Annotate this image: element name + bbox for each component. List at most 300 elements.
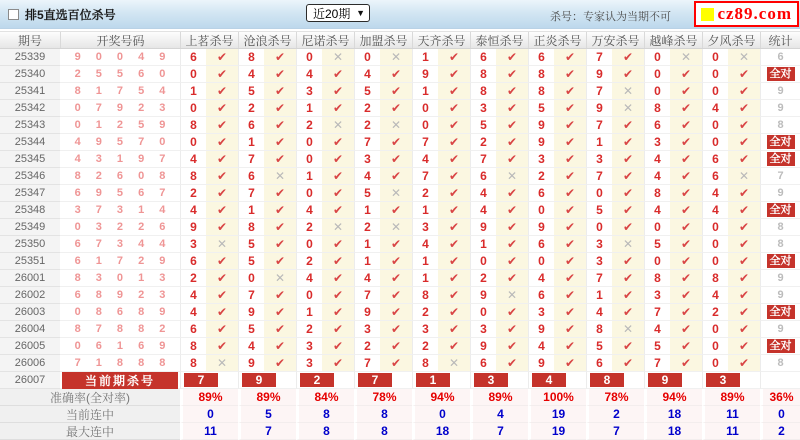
kill-cell bbox=[296, 355, 354, 372]
table-row bbox=[0, 202, 800, 219]
check-icon: ✔ bbox=[622, 169, 634, 183]
winning-number-cell: 0 7 9 2 3 bbox=[60, 100, 180, 117]
kill-number: 4 bbox=[654, 169, 661, 183]
summary-value: 89% bbox=[180, 389, 238, 406]
kill-number: 0 bbox=[248, 271, 255, 285]
kill-number: 3 bbox=[190, 237, 197, 251]
kill-number: 0 bbox=[422, 118, 429, 132]
kill-check-area bbox=[322, 338, 354, 354]
column-header: 越峰杀号 bbox=[644, 32, 702, 48]
kill-cell bbox=[586, 253, 644, 270]
check-icon: ✔ bbox=[390, 288, 402, 302]
kill-cell bbox=[644, 287, 702, 304]
kill-check-area bbox=[612, 185, 644, 201]
kill-check-area bbox=[264, 151, 296, 167]
check-icon: ✔ bbox=[738, 254, 750, 268]
check-icon: ✔ bbox=[448, 305, 460, 319]
kill-cell bbox=[528, 202, 586, 219]
kill-cell bbox=[528, 236, 586, 253]
check-icon: ✔ bbox=[390, 356, 402, 370]
stat-cell bbox=[760, 338, 800, 355]
kill-cell bbox=[412, 355, 470, 372]
kill-number: 1 bbox=[480, 237, 487, 251]
kill-cell bbox=[528, 253, 586, 270]
kill-cell bbox=[296, 304, 354, 321]
period-cell: 25342 bbox=[0, 100, 60, 117]
kill-cell bbox=[238, 253, 296, 270]
kill-number: 9 bbox=[480, 220, 487, 234]
check-icon: ✔ bbox=[448, 101, 460, 115]
check-icon: ✔ bbox=[332, 288, 344, 302]
all-correct-badge: 全对 bbox=[767, 67, 795, 81]
kill-number: 7 bbox=[422, 169, 429, 183]
check-icon: ✔ bbox=[564, 101, 576, 115]
kill-cell bbox=[644, 49, 702, 66]
kill-number: 7 bbox=[364, 356, 371, 370]
current-kill-cell bbox=[296, 372, 354, 389]
kill-cell bbox=[470, 185, 528, 202]
kill-check-area bbox=[438, 304, 470, 320]
kill-number: 2 bbox=[306, 220, 313, 234]
kill-cell bbox=[702, 236, 760, 253]
kill-check-area bbox=[554, 202, 586, 218]
kill-check-area bbox=[496, 355, 528, 371]
kill-number: 3 bbox=[364, 152, 371, 166]
table-row bbox=[0, 304, 800, 321]
kill-number: 4 bbox=[190, 152, 197, 166]
kill-cell bbox=[180, 83, 238, 100]
kill-number: 1 bbox=[422, 84, 429, 98]
kill-number: 3 bbox=[596, 237, 603, 251]
kill-number: 4 bbox=[190, 288, 197, 302]
kill-number: 8 bbox=[190, 169, 197, 183]
check-icon: ✔ bbox=[680, 101, 692, 115]
kill-number: 2 bbox=[306, 118, 313, 132]
kill-number: 5 bbox=[654, 237, 661, 251]
kill-check-area bbox=[728, 117, 760, 133]
kill-check-area bbox=[380, 100, 412, 116]
kill-number: 2 bbox=[306, 254, 313, 268]
kill-check-area bbox=[554, 49, 586, 65]
check-icon: ✔ bbox=[680, 271, 692, 285]
check-icon: ✔ bbox=[622, 67, 634, 81]
check-icon: ✔ bbox=[564, 152, 576, 166]
kill-check-area bbox=[438, 83, 470, 99]
check-icon: ✔ bbox=[448, 152, 460, 166]
check-icon: ✔ bbox=[448, 322, 460, 336]
kill-check-area bbox=[206, 117, 238, 133]
kill-number: 1 bbox=[422, 50, 429, 64]
kill-cell bbox=[412, 304, 470, 321]
kill-check-area bbox=[206, 253, 238, 269]
cross-icon: ✕ bbox=[680, 50, 692, 64]
kill-check-area bbox=[322, 49, 354, 65]
kill-cell bbox=[238, 151, 296, 168]
cross-icon: ✕ bbox=[332, 220, 344, 234]
kill-check-area bbox=[206, 304, 238, 320]
kill-number: 0 bbox=[190, 135, 197, 149]
column-header: 开奖号码 bbox=[60, 32, 180, 48]
check-icon: ✔ bbox=[738, 271, 750, 285]
check-icon: ✔ bbox=[332, 67, 344, 81]
kill-number: 4 bbox=[654, 322, 661, 336]
kill-cell bbox=[180, 185, 238, 202]
table-row bbox=[0, 66, 800, 83]
kill-cell bbox=[354, 117, 412, 134]
kill-cell bbox=[412, 117, 470, 134]
kill-cell bbox=[180, 355, 238, 372]
check-icon: ✔ bbox=[506, 50, 518, 64]
summary-value: 8 bbox=[354, 406, 412, 423]
table-row bbox=[0, 287, 800, 304]
check-icon: ✔ bbox=[448, 50, 460, 64]
kill-cell bbox=[528, 338, 586, 355]
kill-cell bbox=[644, 304, 702, 321]
kill-number: 0 bbox=[480, 305, 487, 319]
check-icon: ✔ bbox=[216, 169, 228, 183]
kill-cell bbox=[586, 219, 644, 236]
stat-cell bbox=[760, 372, 800, 389]
check-icon: ✔ bbox=[738, 118, 750, 132]
kill-check-area bbox=[264, 134, 296, 150]
cross-icon: ✕ bbox=[622, 237, 634, 251]
range-select[interactable] bbox=[306, 4, 370, 22]
kill-cell bbox=[296, 236, 354, 253]
kill-check-area bbox=[612, 355, 644, 371]
current-kill-cell bbox=[180, 372, 238, 389]
kill-number-table bbox=[0, 31, 800, 440]
kill-number: 5 bbox=[480, 118, 487, 132]
kill-cell bbox=[644, 338, 702, 355]
kill-check-area bbox=[206, 49, 238, 65]
summary-value: 89% bbox=[238, 389, 296, 406]
period-cell: 25349 bbox=[0, 219, 60, 236]
kill-cell bbox=[238, 287, 296, 304]
kill-cell bbox=[354, 253, 412, 270]
kill-cell bbox=[180, 236, 238, 253]
kill-check-area bbox=[670, 134, 702, 150]
kill-cell bbox=[586, 168, 644, 185]
kill-number: 3 bbox=[480, 101, 487, 115]
all-correct-badge: 全对 bbox=[767, 305, 795, 319]
kill-cell bbox=[238, 338, 296, 355]
kill-check-area bbox=[380, 66, 412, 82]
kill-check-area bbox=[554, 355, 586, 371]
stat-cell: 9 bbox=[760, 185, 800, 202]
kill-cell bbox=[586, 83, 644, 100]
kill-check-area bbox=[496, 270, 528, 286]
kill-check-area bbox=[380, 168, 412, 184]
kill-check-area bbox=[728, 66, 760, 82]
kill-cell bbox=[586, 202, 644, 219]
kill-number: 7 bbox=[364, 288, 371, 302]
check-icon: ✔ bbox=[332, 305, 344, 319]
kill-number: 6 bbox=[480, 50, 487, 64]
kill-cell bbox=[644, 270, 702, 287]
check-icon: ✔ bbox=[390, 237, 402, 251]
kill-check-area bbox=[670, 321, 702, 337]
check-icon: ✔ bbox=[680, 305, 692, 319]
kill-cell bbox=[180, 304, 238, 321]
check-icon: ✔ bbox=[332, 186, 344, 200]
kill-cell bbox=[296, 202, 354, 219]
current-kill-cell bbox=[412, 372, 470, 389]
kill-number: 0 bbox=[190, 67, 197, 81]
current-kill-cell bbox=[586, 372, 644, 389]
kill-cell bbox=[528, 219, 586, 236]
kill-check-area bbox=[554, 338, 586, 354]
kill-number: 1 bbox=[364, 203, 371, 217]
kill-check-area bbox=[206, 185, 238, 201]
check-icon: ✔ bbox=[680, 118, 692, 132]
column-header: 统计 bbox=[760, 32, 800, 48]
kill-check-area bbox=[438, 338, 470, 354]
kill-cell bbox=[528, 355, 586, 372]
summary-value: 19 bbox=[528, 406, 586, 423]
kill-number: 2 bbox=[364, 101, 371, 115]
kill-cell bbox=[470, 270, 528, 287]
kill-check-area bbox=[264, 253, 296, 269]
kill-check-area bbox=[670, 100, 702, 116]
kill-cell bbox=[702, 100, 760, 117]
kill-cell bbox=[702, 270, 760, 287]
kill-check-area bbox=[496, 66, 528, 82]
kill-number: 2 bbox=[480, 271, 487, 285]
kill-cell bbox=[470, 66, 528, 83]
kill-cell bbox=[180, 321, 238, 338]
check-icon: ✔ bbox=[738, 322, 750, 336]
column-header: 夕风杀号 bbox=[702, 32, 760, 48]
winning-number-cell: 3 7 3 1 4 bbox=[60, 202, 180, 219]
kill-number: 6 bbox=[654, 118, 661, 132]
check-icon: ✔ bbox=[332, 237, 344, 251]
winning-number-cell: 0 3 2 2 6 bbox=[60, 219, 180, 236]
kill-cell bbox=[702, 253, 760, 270]
check-icon: ✔ bbox=[738, 220, 750, 234]
kill-number: 4 bbox=[654, 203, 661, 217]
kill-check-area bbox=[554, 236, 586, 252]
period-cell: 26003 bbox=[0, 304, 60, 321]
kill-cell bbox=[354, 321, 412, 338]
kill-cell bbox=[528, 151, 586, 168]
check-icon: ✔ bbox=[448, 237, 460, 251]
kill-cell bbox=[470, 219, 528, 236]
kill-cell bbox=[180, 134, 238, 151]
check-icon: ✔ bbox=[738, 101, 750, 115]
kill-number: 0 bbox=[712, 220, 719, 234]
period-cell: 26007 bbox=[0, 372, 60, 389]
check-icon: ✔ bbox=[332, 135, 344, 149]
check-icon: ✔ bbox=[738, 84, 750, 98]
kill-check-area bbox=[612, 338, 644, 354]
winning-number-cell: 0 6 1 6 9 bbox=[60, 338, 180, 355]
check-icon: ✔ bbox=[680, 67, 692, 81]
check-icon: ✔ bbox=[564, 339, 576, 353]
kill-cell bbox=[528, 66, 586, 83]
kill-check-area bbox=[496, 338, 528, 354]
period-cell: 25351 bbox=[0, 253, 60, 270]
check-icon: ✔ bbox=[564, 305, 576, 319]
check-icon: ✔ bbox=[216, 152, 228, 166]
kill-number: 2 bbox=[712, 305, 719, 319]
check-icon: ✔ bbox=[390, 322, 402, 336]
kill-cell bbox=[238, 236, 296, 253]
stat-cell: 9 bbox=[760, 270, 800, 287]
kill-number: 1 bbox=[422, 203, 429, 217]
kill-cell bbox=[296, 168, 354, 185]
panel-checkbox[interactable] bbox=[8, 9, 19, 20]
period-cell: 25343 bbox=[0, 117, 60, 134]
check-icon: ✔ bbox=[390, 271, 402, 285]
check-icon: ✔ bbox=[738, 305, 750, 319]
kill-cell bbox=[528, 287, 586, 304]
period-cell: 26006 bbox=[0, 355, 60, 372]
kill-check-area bbox=[206, 83, 238, 99]
check-icon: ✔ bbox=[680, 152, 692, 166]
kill-check-area bbox=[670, 168, 702, 184]
kill-number: 6 bbox=[712, 152, 719, 166]
kill-check-area bbox=[612, 49, 644, 65]
kill-number: 0 bbox=[712, 50, 719, 64]
kill-check-area bbox=[322, 66, 354, 82]
summary-stat-value: 2 bbox=[760, 423, 800, 440]
check-icon: ✔ bbox=[738, 356, 750, 370]
all-correct-badge: 全对 bbox=[767, 254, 795, 268]
kill-cell bbox=[528, 185, 586, 202]
check-icon: ✔ bbox=[506, 84, 518, 98]
winning-number-cell: 8 1 7 5 4 bbox=[60, 83, 180, 100]
kill-check-area bbox=[670, 253, 702, 269]
kill-cell bbox=[644, 219, 702, 236]
check-icon: ✔ bbox=[564, 237, 576, 251]
kill-number: 0 bbox=[654, 84, 661, 98]
kill-number: 8 bbox=[422, 288, 429, 302]
kill-number: 6 bbox=[190, 322, 197, 336]
period-cell: 26002 bbox=[0, 287, 60, 304]
kill-number: 4 bbox=[538, 339, 545, 353]
kill-number: 4 bbox=[596, 305, 603, 319]
check-icon: ✔ bbox=[564, 322, 576, 336]
summary-value: 18 bbox=[644, 406, 702, 423]
check-icon: ✔ bbox=[738, 186, 750, 200]
kill-check-area bbox=[670, 49, 702, 65]
kill-cell bbox=[644, 321, 702, 338]
kill-cell bbox=[238, 117, 296, 134]
kill-number: 2 bbox=[306, 322, 313, 336]
kill-check-area bbox=[264, 338, 296, 354]
kill-cell bbox=[586, 100, 644, 117]
winning-number-cell: 8 7 8 8 2 bbox=[60, 321, 180, 338]
range-select-value: 近20期 bbox=[313, 6, 351, 21]
kill-check-area bbox=[496, 219, 528, 235]
summary-value: 84% bbox=[296, 389, 354, 406]
kill-number: 4 bbox=[364, 67, 371, 81]
kill-number: 1 bbox=[306, 169, 313, 183]
check-icon: ✔ bbox=[448, 186, 460, 200]
kill-cell bbox=[644, 253, 702, 270]
check-icon: ✔ bbox=[564, 118, 576, 132]
kill-number: 7 bbox=[596, 118, 603, 132]
summary-value: 7 bbox=[470, 423, 528, 440]
table-row bbox=[0, 49, 800, 66]
kill-number: 0 bbox=[712, 84, 719, 98]
table-footer bbox=[0, 372, 800, 440]
check-icon: ✔ bbox=[274, 254, 286, 268]
kill-number: 2 bbox=[364, 118, 371, 132]
kill-cell bbox=[180, 338, 238, 355]
kill-number: 1 bbox=[364, 237, 371, 251]
check-icon: ✔ bbox=[448, 203, 460, 217]
kill-cell bbox=[412, 236, 470, 253]
kill-number: 0 bbox=[306, 186, 313, 200]
check-icon: ✔ bbox=[390, 339, 402, 353]
kill-check-area bbox=[322, 270, 354, 286]
kill-cell bbox=[412, 219, 470, 236]
kill-cell bbox=[470, 151, 528, 168]
table-row bbox=[0, 100, 800, 117]
kill-number: 6 bbox=[480, 169, 487, 183]
check-icon: ✔ bbox=[738, 288, 750, 302]
kill-number: 3 bbox=[306, 339, 313, 353]
kill-check-area bbox=[554, 270, 586, 286]
kill-cell bbox=[296, 83, 354, 100]
kill-number: 0 bbox=[712, 237, 719, 251]
kill-check-area bbox=[322, 134, 354, 150]
check-icon: ✔ bbox=[390, 135, 402, 149]
kill-cell bbox=[354, 168, 412, 185]
check-icon: ✔ bbox=[216, 186, 228, 200]
kill-number: 0 bbox=[712, 135, 719, 149]
kill-number: 5 bbox=[654, 339, 661, 353]
table-row bbox=[0, 117, 800, 134]
site-logo[interactable] bbox=[694, 1, 799, 27]
current-kill-badge: 4 bbox=[532, 373, 566, 387]
kill-cell bbox=[702, 49, 760, 66]
kill-cell bbox=[586, 151, 644, 168]
kill-check-area bbox=[728, 236, 760, 252]
period-cell: 26001 bbox=[0, 270, 60, 287]
kill-cell bbox=[644, 168, 702, 185]
kill-cell bbox=[470, 287, 528, 304]
check-icon: ✔ bbox=[274, 220, 286, 234]
kill-cell bbox=[354, 202, 412, 219]
column-header: 期号 bbox=[17, 33, 42, 48]
summary-value: 0 bbox=[412, 406, 470, 423]
kill-number: 0 bbox=[712, 254, 719, 268]
kill-check-area bbox=[728, 321, 760, 337]
all-correct-badge: 全对 bbox=[767, 152, 795, 166]
kill-cell bbox=[238, 168, 296, 185]
check-icon: ✔ bbox=[448, 135, 460, 149]
kill-check-area bbox=[206, 202, 238, 218]
summary-value: 11 bbox=[180, 423, 238, 440]
kill-cell bbox=[586, 287, 644, 304]
kill-check-area bbox=[554, 185, 586, 201]
kill-check-area bbox=[438, 253, 470, 269]
check-icon: ✔ bbox=[390, 305, 402, 319]
kill-cell bbox=[412, 134, 470, 151]
kill-check-area bbox=[322, 287, 354, 303]
kill-number: 0 bbox=[654, 67, 661, 81]
check-icon: ✔ bbox=[448, 339, 460, 353]
kill-cell bbox=[702, 219, 760, 236]
kill-check-area bbox=[728, 253, 760, 269]
kill-cell bbox=[354, 66, 412, 83]
stat-cell: 9 bbox=[760, 321, 800, 338]
check-icon: ✔ bbox=[506, 152, 518, 166]
kill-number: 6 bbox=[712, 169, 719, 183]
kill-cell bbox=[644, 151, 702, 168]
